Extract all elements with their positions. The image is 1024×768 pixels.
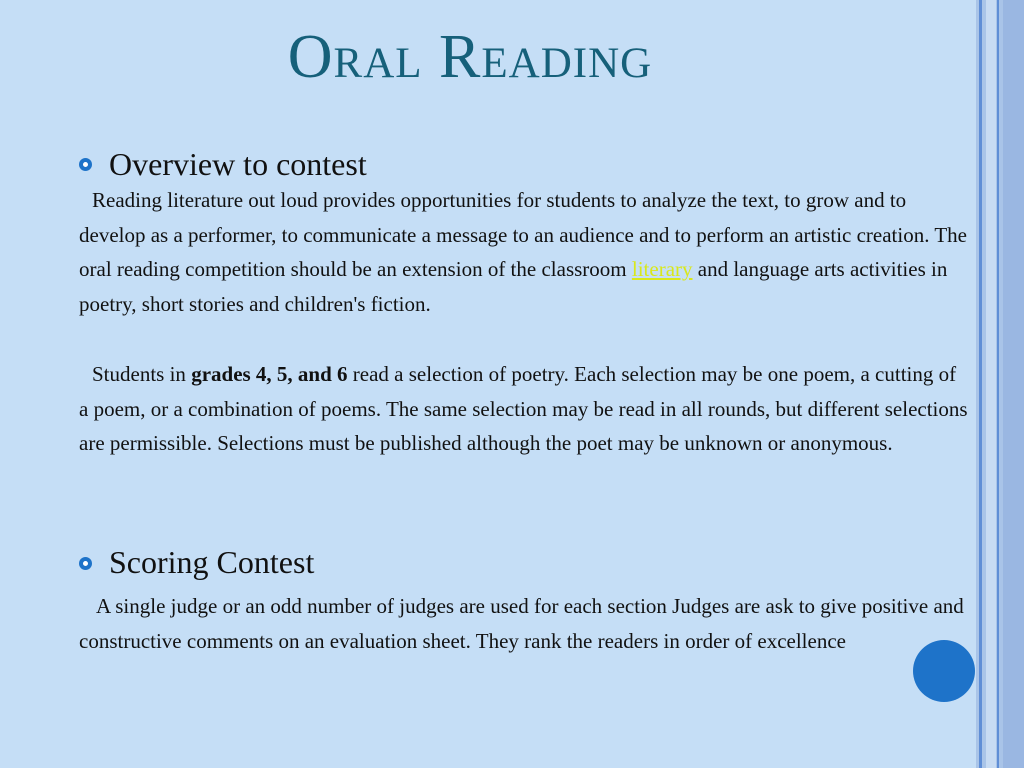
right-edge-stripe bbox=[1003, 0, 1024, 768]
section-heading-overview: Overview to contest bbox=[109, 146, 367, 182]
bullet-icon bbox=[79, 557, 92, 570]
decorative-circle bbox=[913, 640, 975, 702]
overview-paragraph-2 bbox=[79, 357, 969, 461]
right-edge-stripe bbox=[997, 0, 999, 768]
overview-paragraph-1 bbox=[79, 183, 969, 321]
paragraph-text: read a selection of poetry. Each selection may be one poem, a cutting of a poem, or a combination of poems. The same selection may be read in all rounds, but different selections are permissible. Selections must be published although the poet may be unknown or anonymous. bbox=[79, 362, 968, 456]
right-edge-stripe bbox=[986, 0, 996, 768]
paragraph-text: Students in bbox=[92, 362, 192, 386]
right-edge-stripe bbox=[979, 0, 982, 768]
bullet-icon bbox=[79, 158, 92, 171]
paragraph-text: A single judge or an odd number of judges are used for each section Judges are ask to give positive and constructive comments on an evaluation sheet. They rank the readers in order of excellence bbox=[79, 594, 964, 653]
paragraph-text: and language arts activities in poetry, short stories and children's fiction. bbox=[79, 257, 948, 316]
literary-link[interactable]: literary bbox=[631, 257, 693, 282]
section-heading-scoring: Scoring Contest bbox=[109, 544, 315, 580]
slide-title: Oral Reading bbox=[287, 23, 653, 91]
scoring-paragraph bbox=[79, 589, 969, 658]
grades-emphasis: grades 4, 5, and 6 bbox=[191, 362, 348, 386]
paragraph-text: Reading literature out loud provides opportunities for students to analyze the text, to grow and to develop as a performer, to communicate a message to an audience and to perform an artistic creation. The oral reading competition should be an extension of the classroom bbox=[79, 188, 967, 282]
